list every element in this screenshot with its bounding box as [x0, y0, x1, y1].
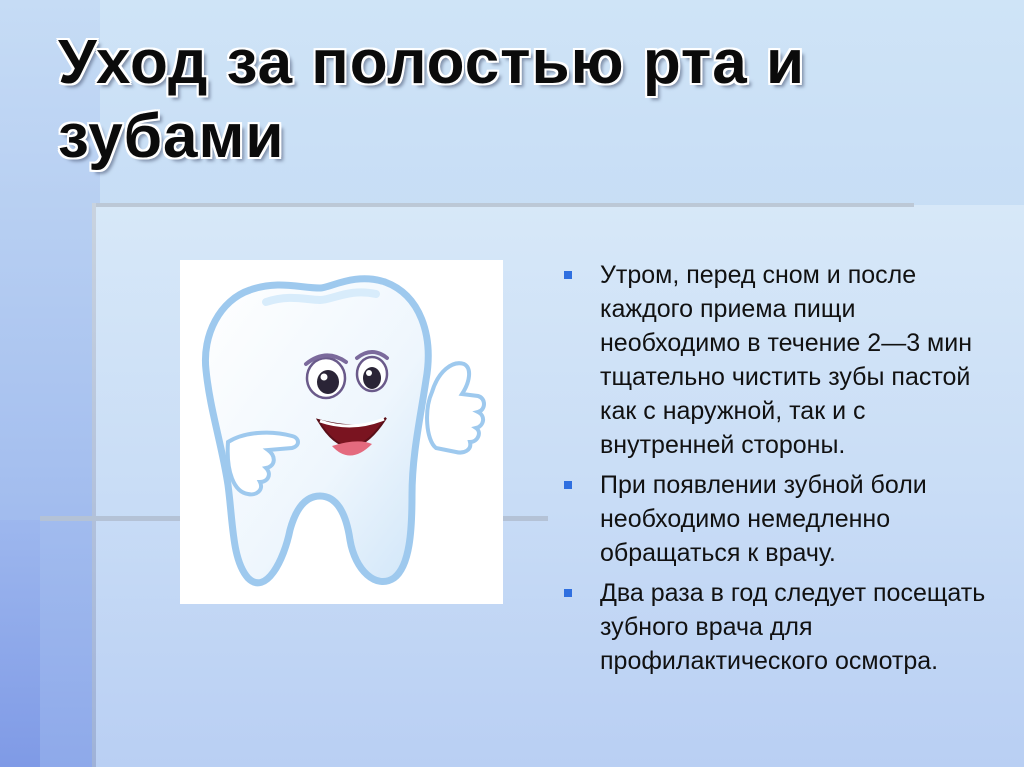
bullet-item — [562, 468, 992, 570]
bullet-list — [562, 258, 992, 684]
bullet-text: При появлении зубной боли необходимо немедленно обращаться к врачу. — [600, 471, 927, 567]
panel-left-rule — [92, 203, 96, 767]
smiling-tooth-icon — [180, 260, 503, 604]
bullet-square-icon — [564, 589, 572, 597]
bottom-left-decor — [0, 520, 40, 767]
panel-top-rule — [92, 203, 914, 207]
bullet-square-icon — [564, 481, 572, 489]
tooth-illustration — [180, 260, 503, 604]
bullet-square-icon — [564, 271, 572, 279]
bullet-item — [562, 576, 992, 678]
bullet-text: Два раза в год следует посещать зубного врача для профилактического осмотра. — [600, 579, 986, 675]
slide-title: Уход за полостью рта и зубами — [58, 28, 806, 171]
bullet-item — [562, 258, 992, 462]
bullet-text: Утром, перед сном и после каждого приема пищи необходимо в течение 2—3 мин тщательно чистить зубы пастой как с наружной, так и с внутренней стороны. — [600, 261, 972, 459]
